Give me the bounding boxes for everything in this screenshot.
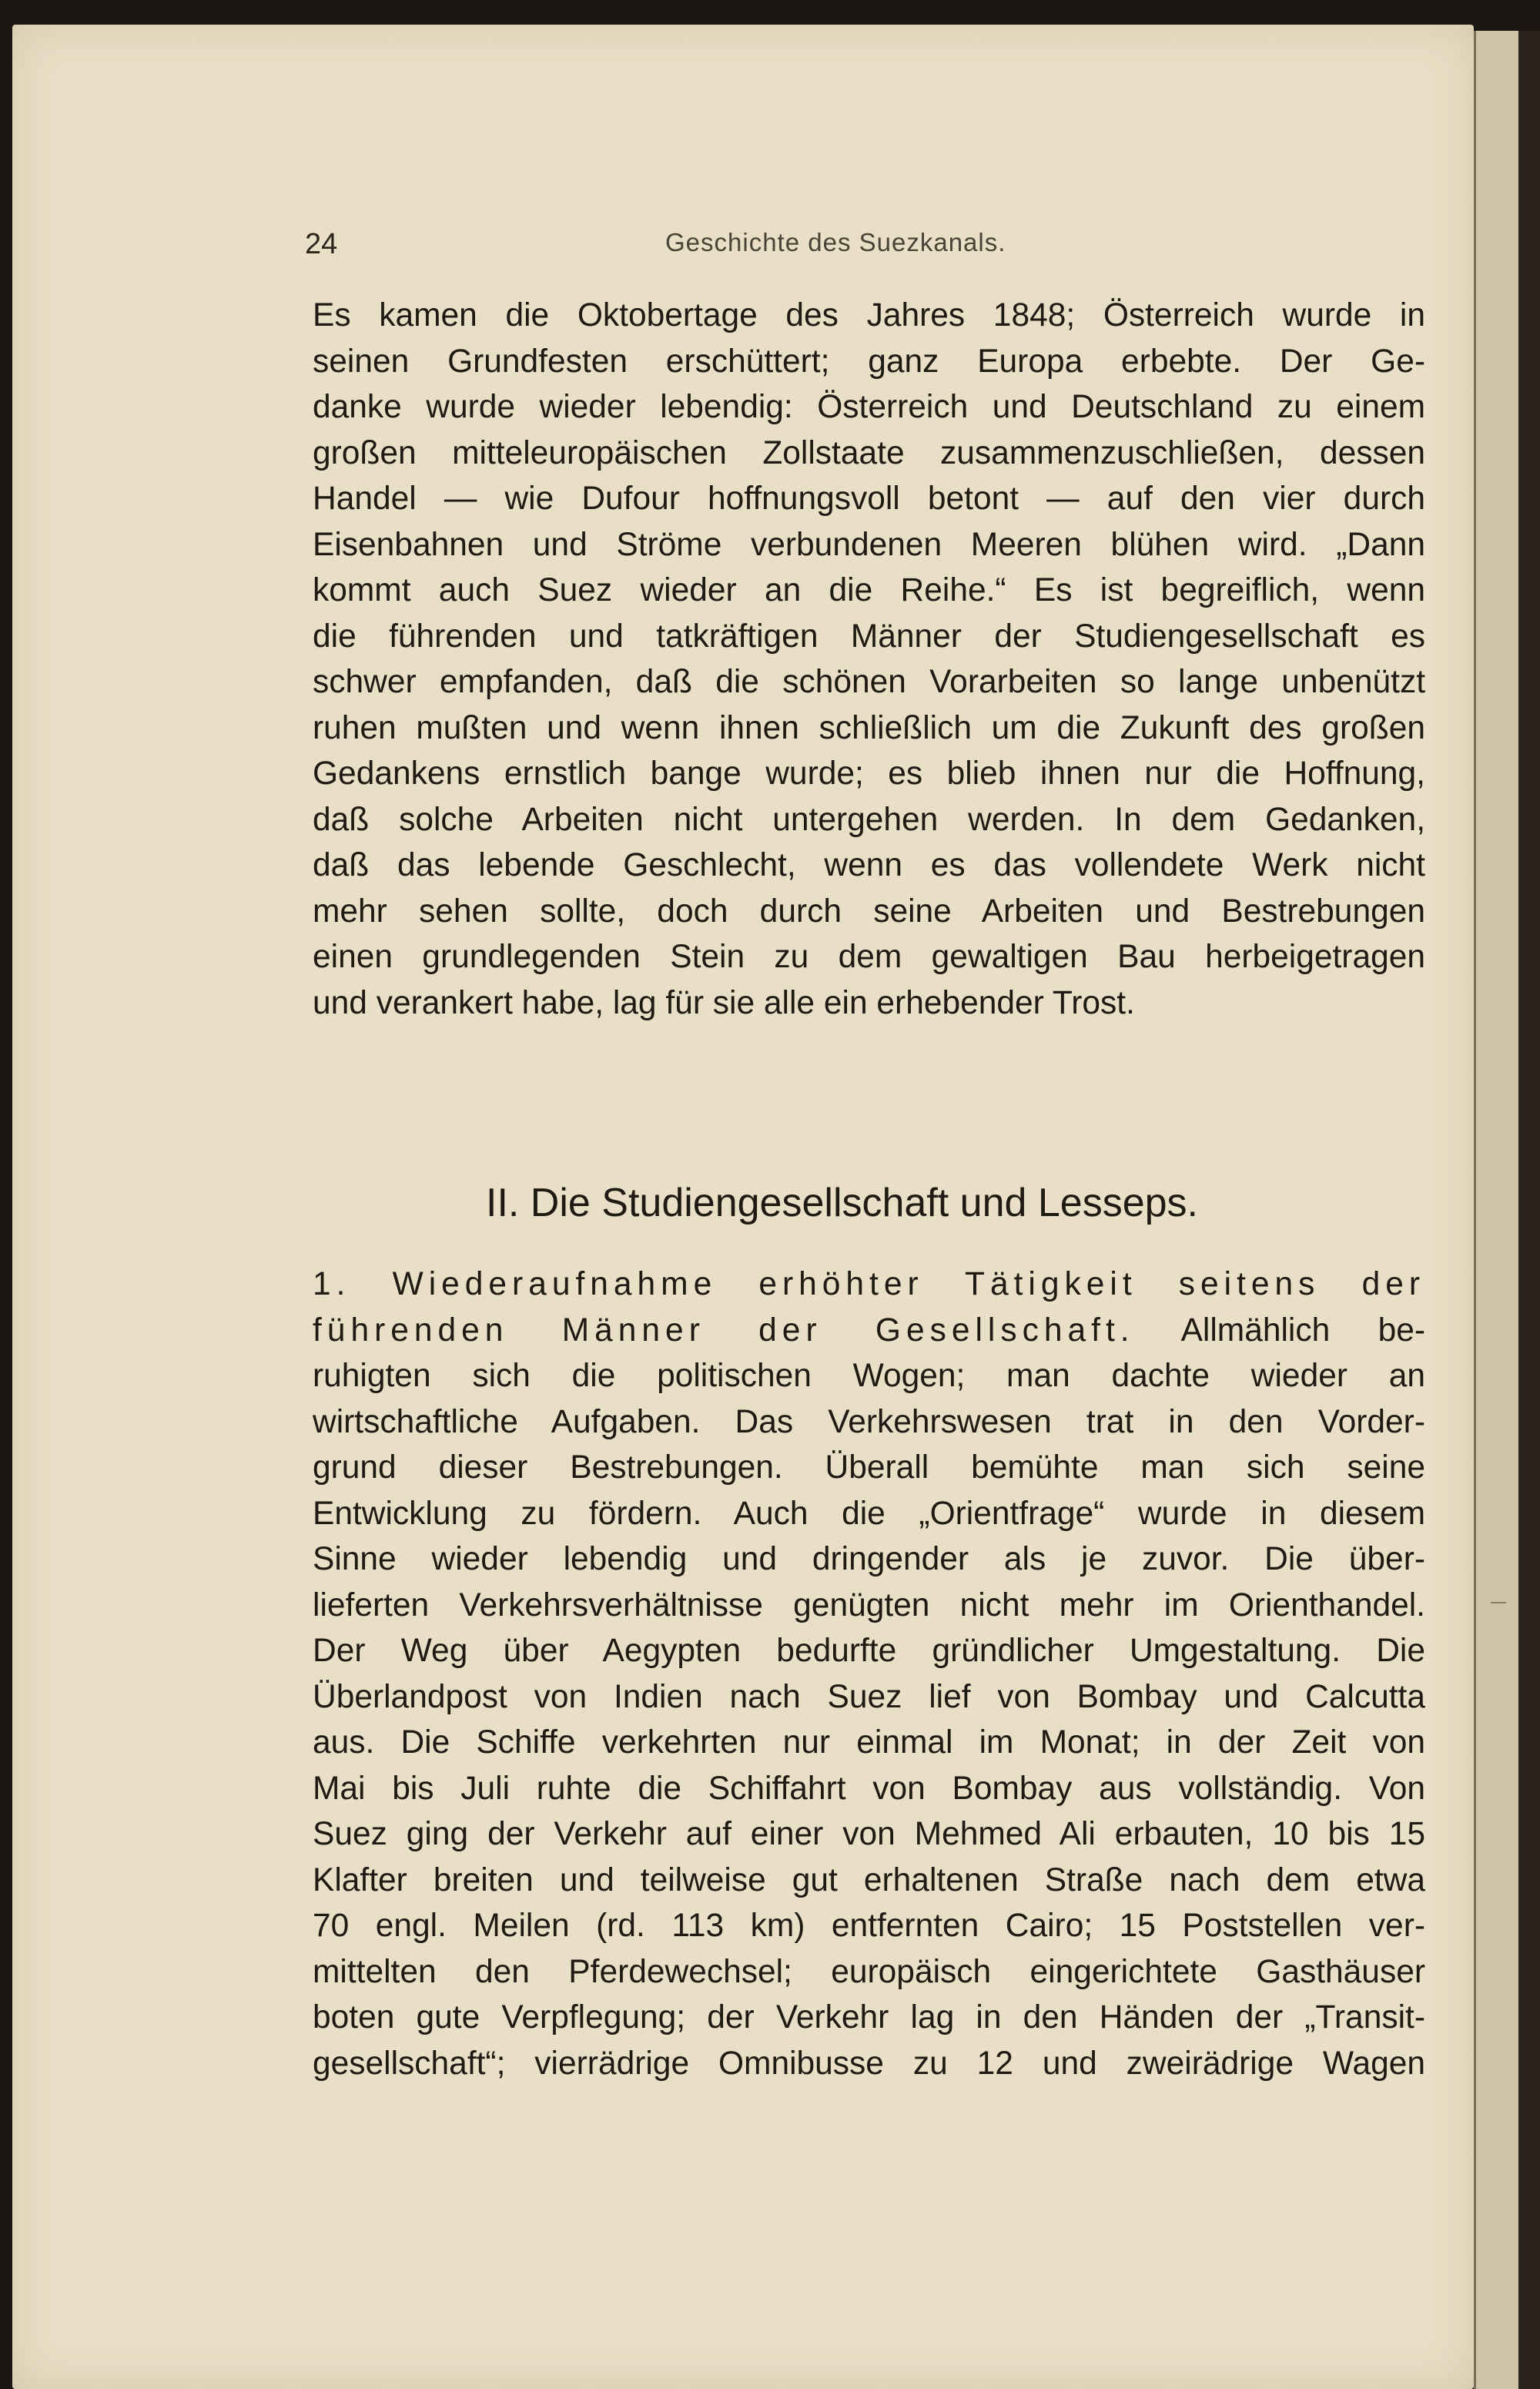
book-binding-edge [1518, 31, 1540, 2389]
text-line: Der Weg über Aegypten bedurfte gründlicher Umgestaltung. Die [313, 1633, 1425, 1669]
text-line-last: und verankert habe, lag für sie alle ein erhebender Trost. [313, 984, 1135, 1021]
text-line: boten gute Verpflegung; der Verkehr lag in den Händen der „Transit- [313, 1999, 1425, 2036]
book-page [12, 25, 1474, 2389]
text-line: Suez ging der Verkehr auf einer von Mehmed Ali erbauten, 10 bis 15 [313, 1816, 1425, 1852]
text-line: ruhen mußten und wenn ihnen schließlich um die Zukunft des großen [313, 709, 1425, 746]
text-line: danke wurde wieder lebendig: Österreich und Deutschland zu einem [313, 389, 1425, 425]
text-line: daß solche Arbeiten nicht untergehen werden. In dem Gedanken, [313, 801, 1425, 838]
margin-mark [1491, 1602, 1506, 1603]
text-line: Überlandpost von Indien nach Suez lief von Bombay und Calcutta [313, 1678, 1425, 1715]
subsection-title-spaced: führenden Männer der Gesellschaft. [313, 1312, 1135, 1349]
subsection-title-line-2 [313, 1308, 1425, 1354]
page-number: 24 [305, 228, 338, 260]
text-line: Es kamen die Oktobertage des Jahres 1848; Österreich wurde in [313, 297, 1425, 333]
text-line: wirtschaftliche Aufgaben. Das Verkehrswesen trat in den Vorder- [313, 1403, 1425, 1440]
text-line: 70 engl. Meilen (rd. 113 km) entfernten Cairo; 15 Poststellen ver- [313, 1908, 1425, 1944]
text-line: kommt auch Suez wieder an die Reihe.“ Es ist begreiflich, wenn [313, 572, 1425, 608]
text-line: mehr sehen sollte, doch durch seine Arbeiten und Bestrebungen [313, 893, 1425, 930]
adjacent-page-edge [1474, 31, 1521, 2389]
text-line: einen grundlegenden Stein zu dem gewaltigen Bau herbeigetragen [313, 939, 1425, 975]
text-line: Sinne wieder lebendig und dringender als je zuvor. Die über- [313, 1541, 1425, 1577]
text-line: großen mitteleuropäischen Zollstaate zusammenzuschließen, dessen [313, 434, 1425, 471]
text-line: grund dieser Bestrebungen. Überall bemühte man sich seine [313, 1449, 1425, 1486]
text-line: Mai bis Juli ruhte die Schiffahrt von Bombay aus vollständig. Von [313, 1770, 1425, 1807]
text-line: Entwicklung zu fördern. Auch die „Orientfrage“ wurde in diesem [313, 1495, 1425, 1532]
text-line: Gedankens ernstlich bange wurde; es blieb ihnen nur die Hoffnung, [313, 756, 1425, 792]
text-line: lieferten Verkehrsverhältnisse genügten nicht mehr im Orienthandel. [313, 1587, 1425, 1623]
text-line: aus. Die Schiffe verkehrten nur einmal im Monat; in der Zeit von [313, 1724, 1425, 1761]
text-line: Klafter breiten und teilweise gut erhaltenen Straße nach dem etwa [313, 1861, 1425, 1898]
paragraph-resumption [313, 1262, 1425, 2086]
text-line: gesellschaft“; vierrädrige Omnibusse zu 12 und zweirädrige Wagen [313, 2045, 1425, 2082]
text-line: daß das lebende Geschlecht, wenn es das vollendete Werk nicht [313, 847, 1425, 883]
text-line: seinen Grundfesten erschüttert; ganz Europa erbebte. Der Ge- [313, 343, 1425, 380]
text-line: Eisenbahnen und Ströme verbundenen Meeren blühen wird. „Dann [313, 526, 1425, 563]
subsection-title-line: 1. Wiederaufnahme erhöhter Tätigkeit seitens der [313, 1266, 1425, 1302]
page-header [12, 228, 1474, 274]
text-line: ruhigten sich die politischen Wogen; man dachte wieder an [313, 1358, 1425, 1394]
text-line: schwer empfanden, daß die schönen Vorarbeiten so lange unbenützt [313, 664, 1425, 700]
text-line: mittelten den Pferdewechsel; europäisch eingerichtete Gasthäuser [313, 1953, 1425, 1990]
text-fragment: Allmählich be- [1180, 1312, 1425, 1349]
paragraph-octoberdays [313, 293, 1425, 1026]
section-heading: II. Die Studiengesellschaft und Lesseps. [486, 1181, 1199, 1225]
text-line: Handel — wie Dufour hoffnungsvoll betont — auf den vier durch [313, 481, 1425, 517]
running-title: Geschichte des Suezkanals. [665, 228, 1006, 256]
text-line: die führenden und tatkräftigen Männer der Studiengesellschaft es [313, 618, 1425, 655]
